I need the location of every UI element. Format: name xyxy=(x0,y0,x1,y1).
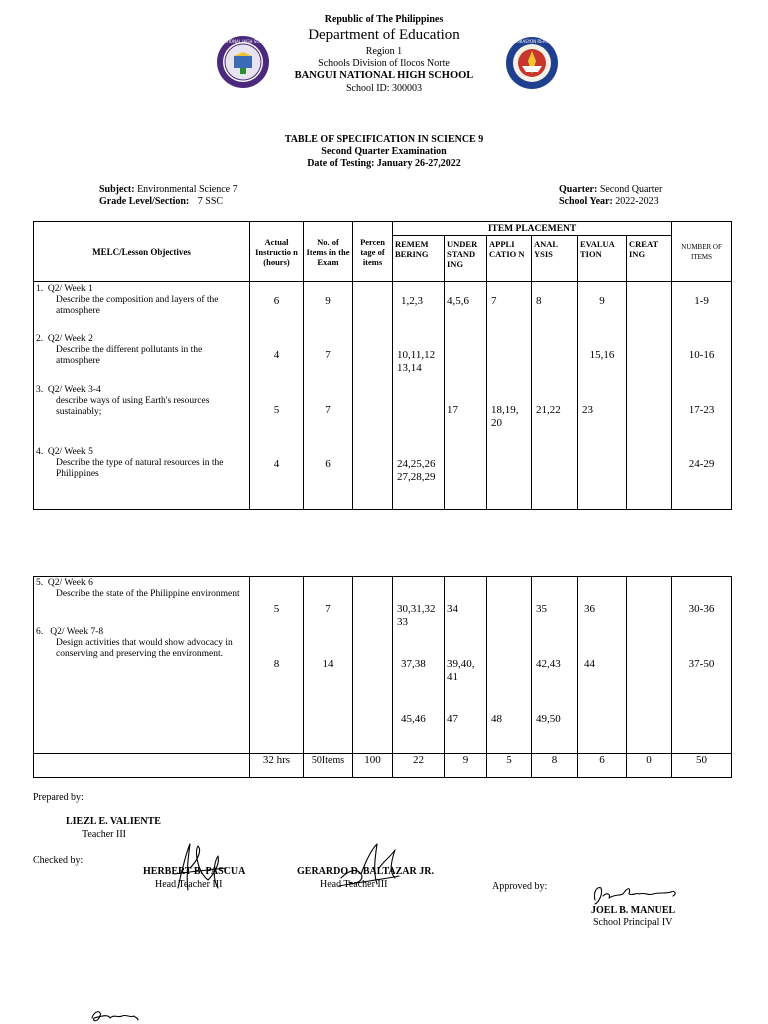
prepared-by-label: Prepared by: xyxy=(33,792,84,803)
header-creating: CREAT ING xyxy=(627,236,672,282)
objective-item: 1. Q2/ Week 1 Describe the composition and layers of the atmosphere xyxy=(36,284,247,334)
header-percentage: Percen tage of items xyxy=(353,222,393,282)
percentage-cell xyxy=(353,282,393,510)
subject-line xyxy=(99,184,238,195)
tos-table-part2 xyxy=(33,576,732,778)
creating-cell xyxy=(627,282,672,510)
header-remembering: REMEM BERING xyxy=(393,236,445,282)
objective-week: Q2/ Week 1 xyxy=(47,284,93,294)
objective-item: 5. Q2/ Week 6 Describe the state of the Philippine environment xyxy=(36,578,247,627)
department-title: Department of Education xyxy=(308,27,460,43)
remembering-cell: 1,2,3 10,11,12 13,14 24,25,26 27,28,29 xyxy=(393,282,445,510)
total-items: 50Items xyxy=(304,754,353,778)
items-cell: 9 7 7 6 xyxy=(304,282,353,510)
header-analysis: ANAL YSIS xyxy=(532,236,578,282)
creating-cell xyxy=(627,577,672,754)
approved-by-label: Approved by: xyxy=(492,881,548,892)
hours-cell: 6 4 5 4 xyxy=(250,282,304,510)
checker1-title: Head Teacher III xyxy=(155,879,223,890)
remembering-cell: 30,31,32 33 37,38 45,46 xyxy=(393,577,445,754)
header-melc: MELC/Lesson Objectives xyxy=(34,222,250,282)
checker2-name: GERARDO D. BALTAZAR JR. xyxy=(297,866,434,877)
total-creating: 0 xyxy=(627,754,672,778)
objective-item: 4. Q2/ Week 5 Describe the type of natural resources in the Philippines xyxy=(36,447,247,480)
total-application: 5 xyxy=(487,754,532,778)
header-items-in-exam: No. of Items in the Exam xyxy=(304,222,353,282)
prepared-name: LIEZL E. VALIENTE xyxy=(66,816,161,827)
checked-by-label: Checked by: xyxy=(33,855,84,866)
understanding-cell: 4,5,6 17 xyxy=(445,282,487,510)
total-evaluation: 6 xyxy=(578,754,627,778)
evaluation-cell: 36 44 xyxy=(578,577,627,754)
school-year-line xyxy=(559,196,659,207)
analysis-cell: 8 21,22 xyxy=(532,282,578,510)
tos-title: TABLE OF SPECIFICATION IN SCIENCE 9 xyxy=(284,134,484,145)
school-year-label: School Year: xyxy=(559,196,613,207)
objective-week: Q2/ Week 5 xyxy=(47,447,93,457)
objective-item: 6. Q2/ Week 7-8 Design activities that would show advocacy in conserving and preserving the environment. xyxy=(36,627,247,660)
totals-row xyxy=(34,754,732,778)
objective-text: Describe the different pollutants in the atmosphere xyxy=(56,345,203,366)
objective-week: Q2/ Week 7-8 xyxy=(50,627,104,637)
analysis-cell: 35 42,43 49,50 xyxy=(532,577,578,754)
republic-line: Republic of The Philippines xyxy=(324,14,444,25)
school-name: BANGUI NATIONAL HIGH SCHOOL xyxy=(294,70,474,81)
header-actual-hours: Actual Instructio n (hours) xyxy=(250,222,304,282)
testing-date: Date of Testing: January 26-27,2022 xyxy=(307,158,461,169)
exam-title: Second Quarter Examination xyxy=(321,146,447,157)
grade-value: 7 SSC xyxy=(197,196,224,207)
header-item-placement: ITEM PLACEMENT xyxy=(393,222,672,236)
subject-label: Subject: xyxy=(99,184,135,195)
objective-week: Q2/ Week 6 xyxy=(47,578,93,588)
objective-item: 3. Q2/ Week 3-4 describe ways of using Earth's resources sustainably; xyxy=(36,385,247,447)
grade-label: Grade Level/Section: xyxy=(99,196,190,207)
objective-text: Describe the composition and layers of the atmosphere xyxy=(56,295,219,316)
quarter-value: Second Quarter xyxy=(599,184,663,195)
header-understanding: UNDER STAND ING xyxy=(445,236,487,282)
approver-title: School Principal IV xyxy=(593,917,673,928)
deped-seal-logo xyxy=(477,36,587,90)
evaluation-cell: 9 15,16 23 xyxy=(578,282,627,510)
total-remembering: 22 xyxy=(393,754,445,778)
percentage-cell xyxy=(353,577,393,754)
school-id: School ID: 300003 xyxy=(345,83,423,94)
total-number-of-items: 50 xyxy=(672,754,732,778)
quarter-label: Quarter: xyxy=(559,184,598,195)
grade-line xyxy=(99,196,223,207)
subject-value: Environmental Science 7 xyxy=(137,184,238,195)
application-cell: 48 xyxy=(487,577,532,754)
checker2-title: Head Teacher III xyxy=(320,879,388,890)
division-line: Schools Division of Ilocos Norte xyxy=(318,58,450,69)
hours-cell: 5 8 xyxy=(250,577,304,754)
objective-text: Describe the type of natural resources in the Philippines xyxy=(56,458,224,479)
school-year-value: 2022-2023 xyxy=(615,196,659,207)
range-cell: 30-36 37-50 xyxy=(672,577,732,754)
approver-name: JOEL B. MANUEL xyxy=(591,905,676,916)
tos-table-part1 xyxy=(33,221,732,510)
school-seal-logo xyxy=(203,35,283,89)
quarter-line xyxy=(559,184,662,195)
prepared-title: Teacher III xyxy=(82,829,126,840)
objectives-cell-part1 xyxy=(34,282,250,510)
application-cell: 7 18,19, 20 xyxy=(487,282,532,510)
objectives-cell-part2 xyxy=(34,577,250,754)
deped-seal-text: KAGAWARAN NG EDUKASYON REPUBLIKA NG PILIPINAS xyxy=(477,39,587,44)
total-understanding: 9 xyxy=(445,754,487,778)
items-cell: 7 14 xyxy=(304,577,353,754)
totals-label-cell xyxy=(34,754,250,778)
range-cell: 1-9 10-16 17-23 24-29 xyxy=(672,282,732,510)
total-analysis: 8 xyxy=(532,754,578,778)
understanding-cell: 34 39,40, 41 47 xyxy=(445,577,487,754)
objective-text: Describe the state of the Philippine environment xyxy=(56,589,240,599)
checker1-name: HERBERT B. PASCUA xyxy=(143,866,246,877)
region-line: Region 1 xyxy=(365,46,403,57)
total-hours: 32 hrs xyxy=(250,754,304,778)
objective-week: Q2/ Week 3-4 xyxy=(47,385,101,395)
header-evaluation: EVALUA TION xyxy=(578,236,627,282)
objective-text: describe ways of using Earth's resources sustainably; xyxy=(56,396,210,417)
header-number-of-items: NUMBER OF ITEMS xyxy=(672,222,732,282)
total-percentage: 100 xyxy=(353,754,393,778)
objective-week: Q2/ Week 2 xyxy=(47,334,93,344)
school-seal-text: BANGUI NATIONAL HIGH SCHOOL 1945 xyxy=(203,39,283,44)
header-application: APPLI CATIO N xyxy=(487,236,532,282)
objective-item: 2. Q2/ Week 2 Describe the different pollutants in the atmosphere xyxy=(36,334,247,385)
initials-signature xyxy=(88,1008,140,1024)
objective-text: Design activities that would show advocacy in conserving and preserving the environment. xyxy=(56,638,233,659)
